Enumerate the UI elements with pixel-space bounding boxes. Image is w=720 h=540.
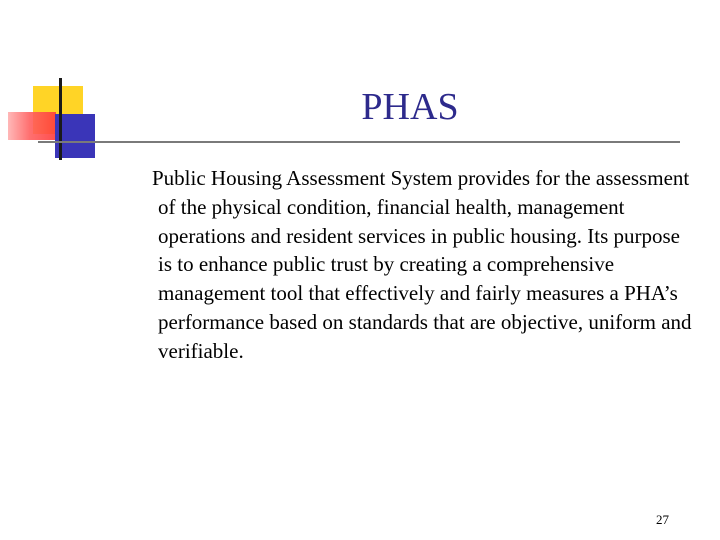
red-square-shape [8, 112, 56, 140]
vertical-rule [59, 78, 62, 160]
title-divider [38, 141, 680, 143]
decorative-logo-icon [0, 0, 100, 170]
page-number: 27 [656, 512, 669, 527]
slide-title: PHAS [361, 86, 459, 128]
slide-body-text: Public Housing Assessment System provides for the assessment of the physical condition, financial health, management operations and resident services in public housing. Its purpose is to enhance public trust by creating a comprehensive management tool that effectively and fairly measures a PHA’s performance based on standards that are objective, uniform and verifiable. [152, 166, 692, 363]
